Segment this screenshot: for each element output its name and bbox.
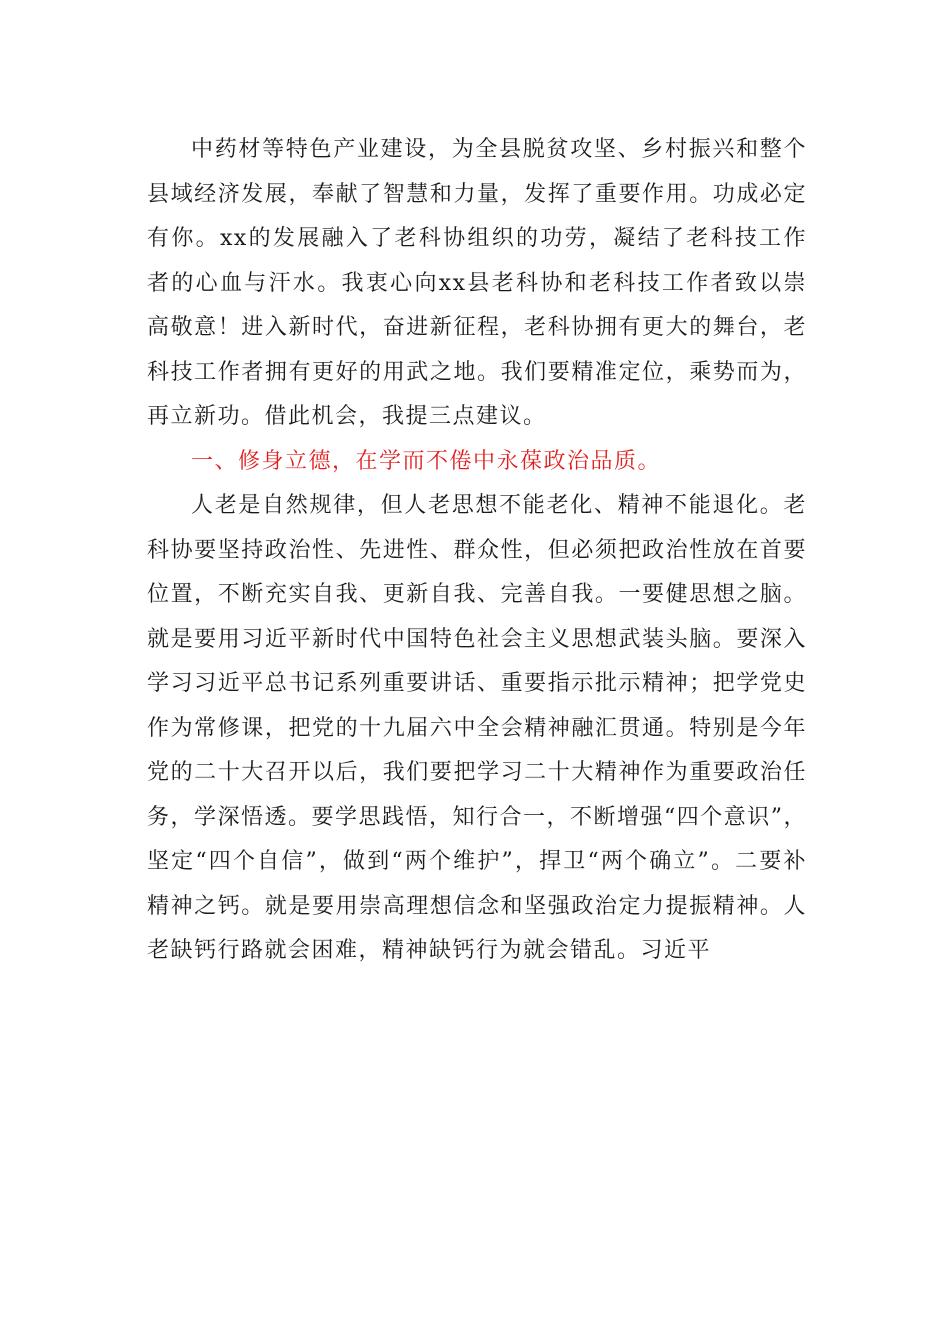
section-heading-1: 一、修身立德，在学而不倦中永葆政治品质。 [191,448,662,474]
paragraph-intro: 中药材等特色产业建设，为全县脱贫攻坚、乡村振兴和整个县域经济发展，奉献了智慧和力量，发挥了重要作用。功成必定有你。xx的发展融入了老科协组织的功劳，凝结了老科技工作者的心血与汗水。我衷心向xx县老科协和老科技工作者致以崇高敬意！进入新时代，奋进新征程，老科协拥有更大的舞台，老科技工作者拥有更好的用武之地。我们要精准定位，乘势而为，再立新功。借此机会，我提三点建议。 [147,137,807,429]
paragraph-section-1: 人老是自然规律，但人老思想不能老化、精神不能退化。老科协要坚持政治性、先进性、群众性，但必须把政治性放在首要位置，不断充实自我、更新自我、完善自我。一要健思想之脑。就是要用习近平新时代中国特色社会主义思想武装头脑。要深入学习习近平总书记系列重要讲话、重要指示批示精神；把学党史作为常修课，把党的十九届六中全会精神融汇贯通。特别是今年党的二十大召开以后，我们要把学习二十大精神作为重要政治任务，学深悟透。要学思践悟，知行合一，不断增强“四个意识”，坚定“四个自信”，做到“两个维护”，捍卫“两个确立”。二要补精神之钙。就是要用崇高理想信念和坚强政治定力提振精神。人老缺钙行路就会困难，精神缺钙行为就会错乱。习近平 [147,493,807,963]
document-body [147,128,807,974]
